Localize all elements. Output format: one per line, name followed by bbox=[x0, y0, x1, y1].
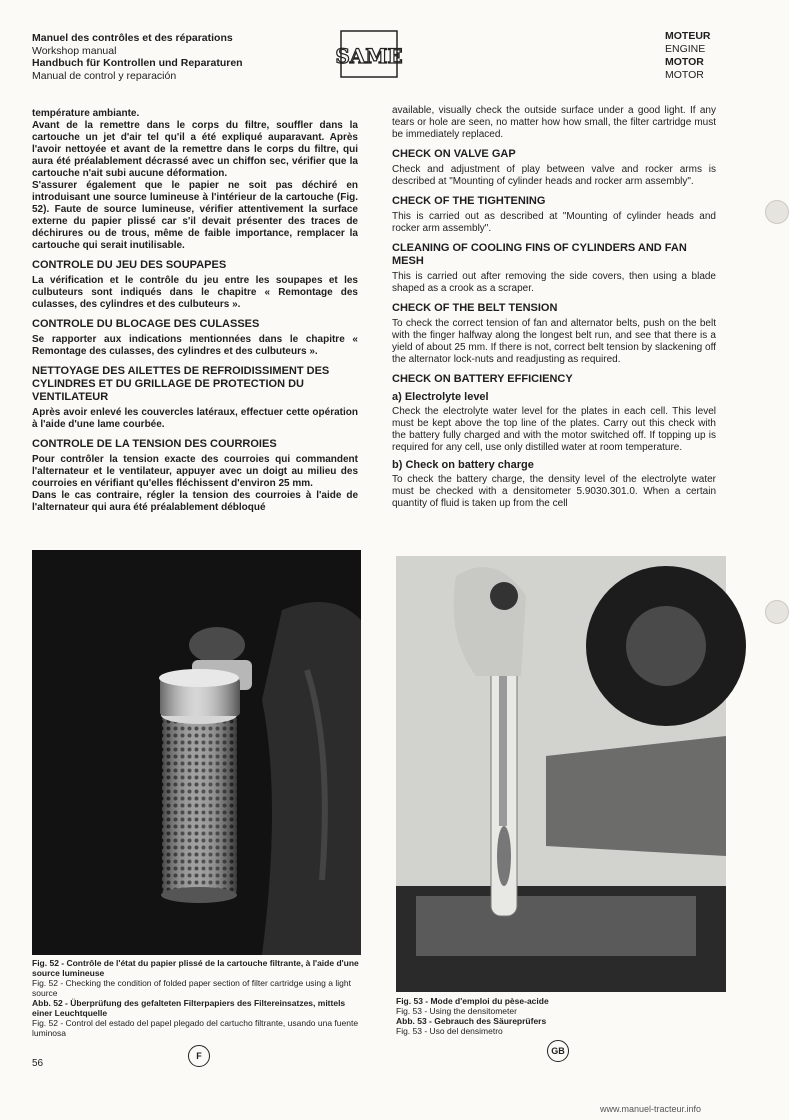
en-subheading: a) Electrolyte level bbox=[392, 391, 489, 403]
figure-53-caption bbox=[396, 996, 726, 1036]
en-paragraph: To check the battery charge, the density level of the electrolyte water must be checked with a densitometer 5.9030.301.0. When a certain quantity of fluid is taken up from the cell bbox=[392, 474, 716, 509]
figure-52-photo bbox=[32, 550, 361, 955]
fr-heading: CONTROLE DU BLOCAGE DES CULASSES bbox=[32, 318, 260, 330]
fr-paragraph: température ambiante. bbox=[32, 108, 140, 119]
title-es: Manual de control y reparación bbox=[32, 69, 177, 82]
en-paragraph: This is carried out as described at "Mounting of cylinder heads and rocker arm assembly". bbox=[392, 211, 716, 234]
french-column bbox=[32, 108, 358, 514]
title-en: Workshop manual bbox=[32, 44, 117, 57]
figure-53-photo bbox=[396, 556, 726, 992]
fr-paragraph: Dans le cas contraire, régler la tension des courroies à l'aide de l'alternateur qui aura été préalablement débloqué bbox=[32, 490, 358, 513]
en-heading: CHECK OF THE TIGHTENING bbox=[392, 195, 546, 207]
same-logo bbox=[335, 30, 403, 78]
title-fr: Manuel des contrôles et des réparations bbox=[32, 32, 233, 44]
en-heading: CHECK ON BATTERY EFFICIENCY bbox=[392, 373, 573, 385]
fr-paragraph: Avant de la remettre dans le corps du filtre, souffler dans la cartouche un jet d'air tel qu'il a été expliqué auparavant. Après l'avoir nettoyée et avant de la remettre dans le corps du filtre, qui aura été préalablement décrassé avec un chiffon sec, vérifier que la cartouche n'ait subi aucune déformation. bbox=[32, 120, 358, 179]
en-paragraph: Check and adjustment of play between valve and rocker arms is described at "Mounting of cylinder heads and rocker arm assembly". bbox=[392, 164, 716, 187]
fr-heading: NETTOYAGE DES AILETTES DE REFROIDISSIMENT DES CYLINDRES ET DU GRILLAGE DE PROTECTION DU VENTILATEUR bbox=[32, 365, 330, 403]
caption-es: Fig. 53 - Uso del densimetro bbox=[396, 1026, 503, 1036]
source-url: www.manuel-tracteur.info bbox=[600, 1104, 702, 1114]
language-badge-french: F bbox=[188, 1045, 210, 1067]
caption-fr: Fig. 52 - Contrôle de l'état du papier plissé de la cartouche filtrante, à l'aide d'une source lumineuse bbox=[32, 958, 359, 978]
caption-fr: Fig. 53 - Mode d'emploi du pèse-acide bbox=[396, 996, 549, 1006]
caption-en: Fig. 52 - Checking the condition of folded paper section of filter cartridge using a light source bbox=[32, 978, 351, 998]
section-de: MOTOR bbox=[665, 56, 704, 68]
logo-text: SAME bbox=[335, 44, 403, 68]
fr-paragraph: Se rapporter aux indications mentionnées dans le chapitre « Remontage des culasses, des cylindres et des culbuteurs ». bbox=[32, 334, 358, 357]
binder-hole-icon bbox=[765, 600, 789, 624]
caption-de: Abb. 53 - Gebrauch des Säureprüfers bbox=[396, 1016, 547, 1026]
section-es: MOTOR bbox=[665, 69, 704, 81]
section-title-block bbox=[665, 30, 775, 82]
en-heading: CHECK OF THE BELT TENSION bbox=[392, 302, 558, 314]
fr-paragraph: S'assurer également que le papier ne soit pas déchiré en introduisant une source lumineuse à l'intérieur de la cartouche (Fig. 52). Faute de source lumineuse, vérifier attentivement la surface externe du papier plissé car s'il devait présenter des traces de déchirures ou de trous, même de faible importance, remplacer la cartouche qui serait inutilisable. bbox=[32, 180, 358, 251]
title-de: Handbuch für Kontrollen und Reparaturen bbox=[32, 57, 243, 69]
fr-paragraph: Pour contrôler la tension exacte des courroies qui commandent l'alternateur et le ventilateur, appuyer avec un doigt au milieu des courroies en vérifiant qu'elles fléchissent d'environ 25 mm. bbox=[32, 454, 358, 489]
en-subheading: b) Check on battery charge bbox=[392, 459, 534, 471]
en-paragraph: This is carried out after removing the side covers, then using a blade shaped as a crook as a scraper. bbox=[392, 271, 716, 294]
section-en: ENGINE bbox=[665, 43, 706, 55]
filter-cartridge-illustration bbox=[32, 550, 361, 955]
en-paragraph: available, visually check the outside surface under a good light. If any tears or hole are seen, no matter how how small, the filter cartridge must be immediately replaced. bbox=[392, 105, 716, 140]
fr-paragraph: La vérification et le contrôle du jeu entre les soupapes et les culbuteurs sont indiqués dans le chapitre « Remontage des culasses, des cylindres et des culbuteurs ». bbox=[32, 275, 358, 310]
fr-paragraph: Après avoir enlevé les couvercles latéraux, effectuer cette opération à l'aide d'une lame courbée. bbox=[32, 407, 358, 430]
fr-heading: CONTROLE DU JEU DES SOUPAPES bbox=[32, 259, 227, 271]
manual-title-block bbox=[32, 32, 332, 82]
language-badge-english: GB bbox=[547, 1040, 569, 1062]
en-heading: CHECK ON VALVE GAP bbox=[392, 148, 516, 160]
section-fr: MOTEUR bbox=[665, 30, 711, 42]
caption-en: Fig. 53 - Using the densitometer bbox=[396, 1006, 517, 1016]
caption-es: Fig. 52 - Control del estado del papel plegado del cartucho filtrante, usando una fuente luminosa bbox=[32, 1018, 359, 1038]
densitometer-illustration bbox=[396, 556, 726, 992]
fr-heading: CONTROLE DE LA TENSION DES COURROIES bbox=[32, 438, 277, 450]
en-heading: CLEANING OF COOLING FINS OF CYLINDERS AND FAN MESH bbox=[392, 242, 687, 267]
en-paragraph: To check the correct tension of fan and alternator belts, push on the belt with the finger halfway along the longest belt run, and see that there is a yield of about 25 mm. If there is not, correct belt tension by slackening off the alternator lock-nuts and readjusting as required. bbox=[392, 318, 716, 365]
en-paragraph: Check the electrolyte water level for the plates in each cell. This level must be kept above the top line of the plates. Carry out this check with the battery fully charged and with the motor switched off. If topping up is required for any cell, use only distilled water at room temperature. bbox=[392, 406, 716, 453]
caption-de: Abb. 52 - Überprüfung des gefalteten Filterpapiers des Filtereinsatzes, mittels einer Leuchtquelle bbox=[32, 998, 346, 1018]
english-column bbox=[392, 105, 716, 510]
binder-hole-icon bbox=[765, 200, 789, 224]
figure-52-caption bbox=[32, 958, 362, 1038]
page-number: 56 bbox=[32, 1058, 44, 1069]
